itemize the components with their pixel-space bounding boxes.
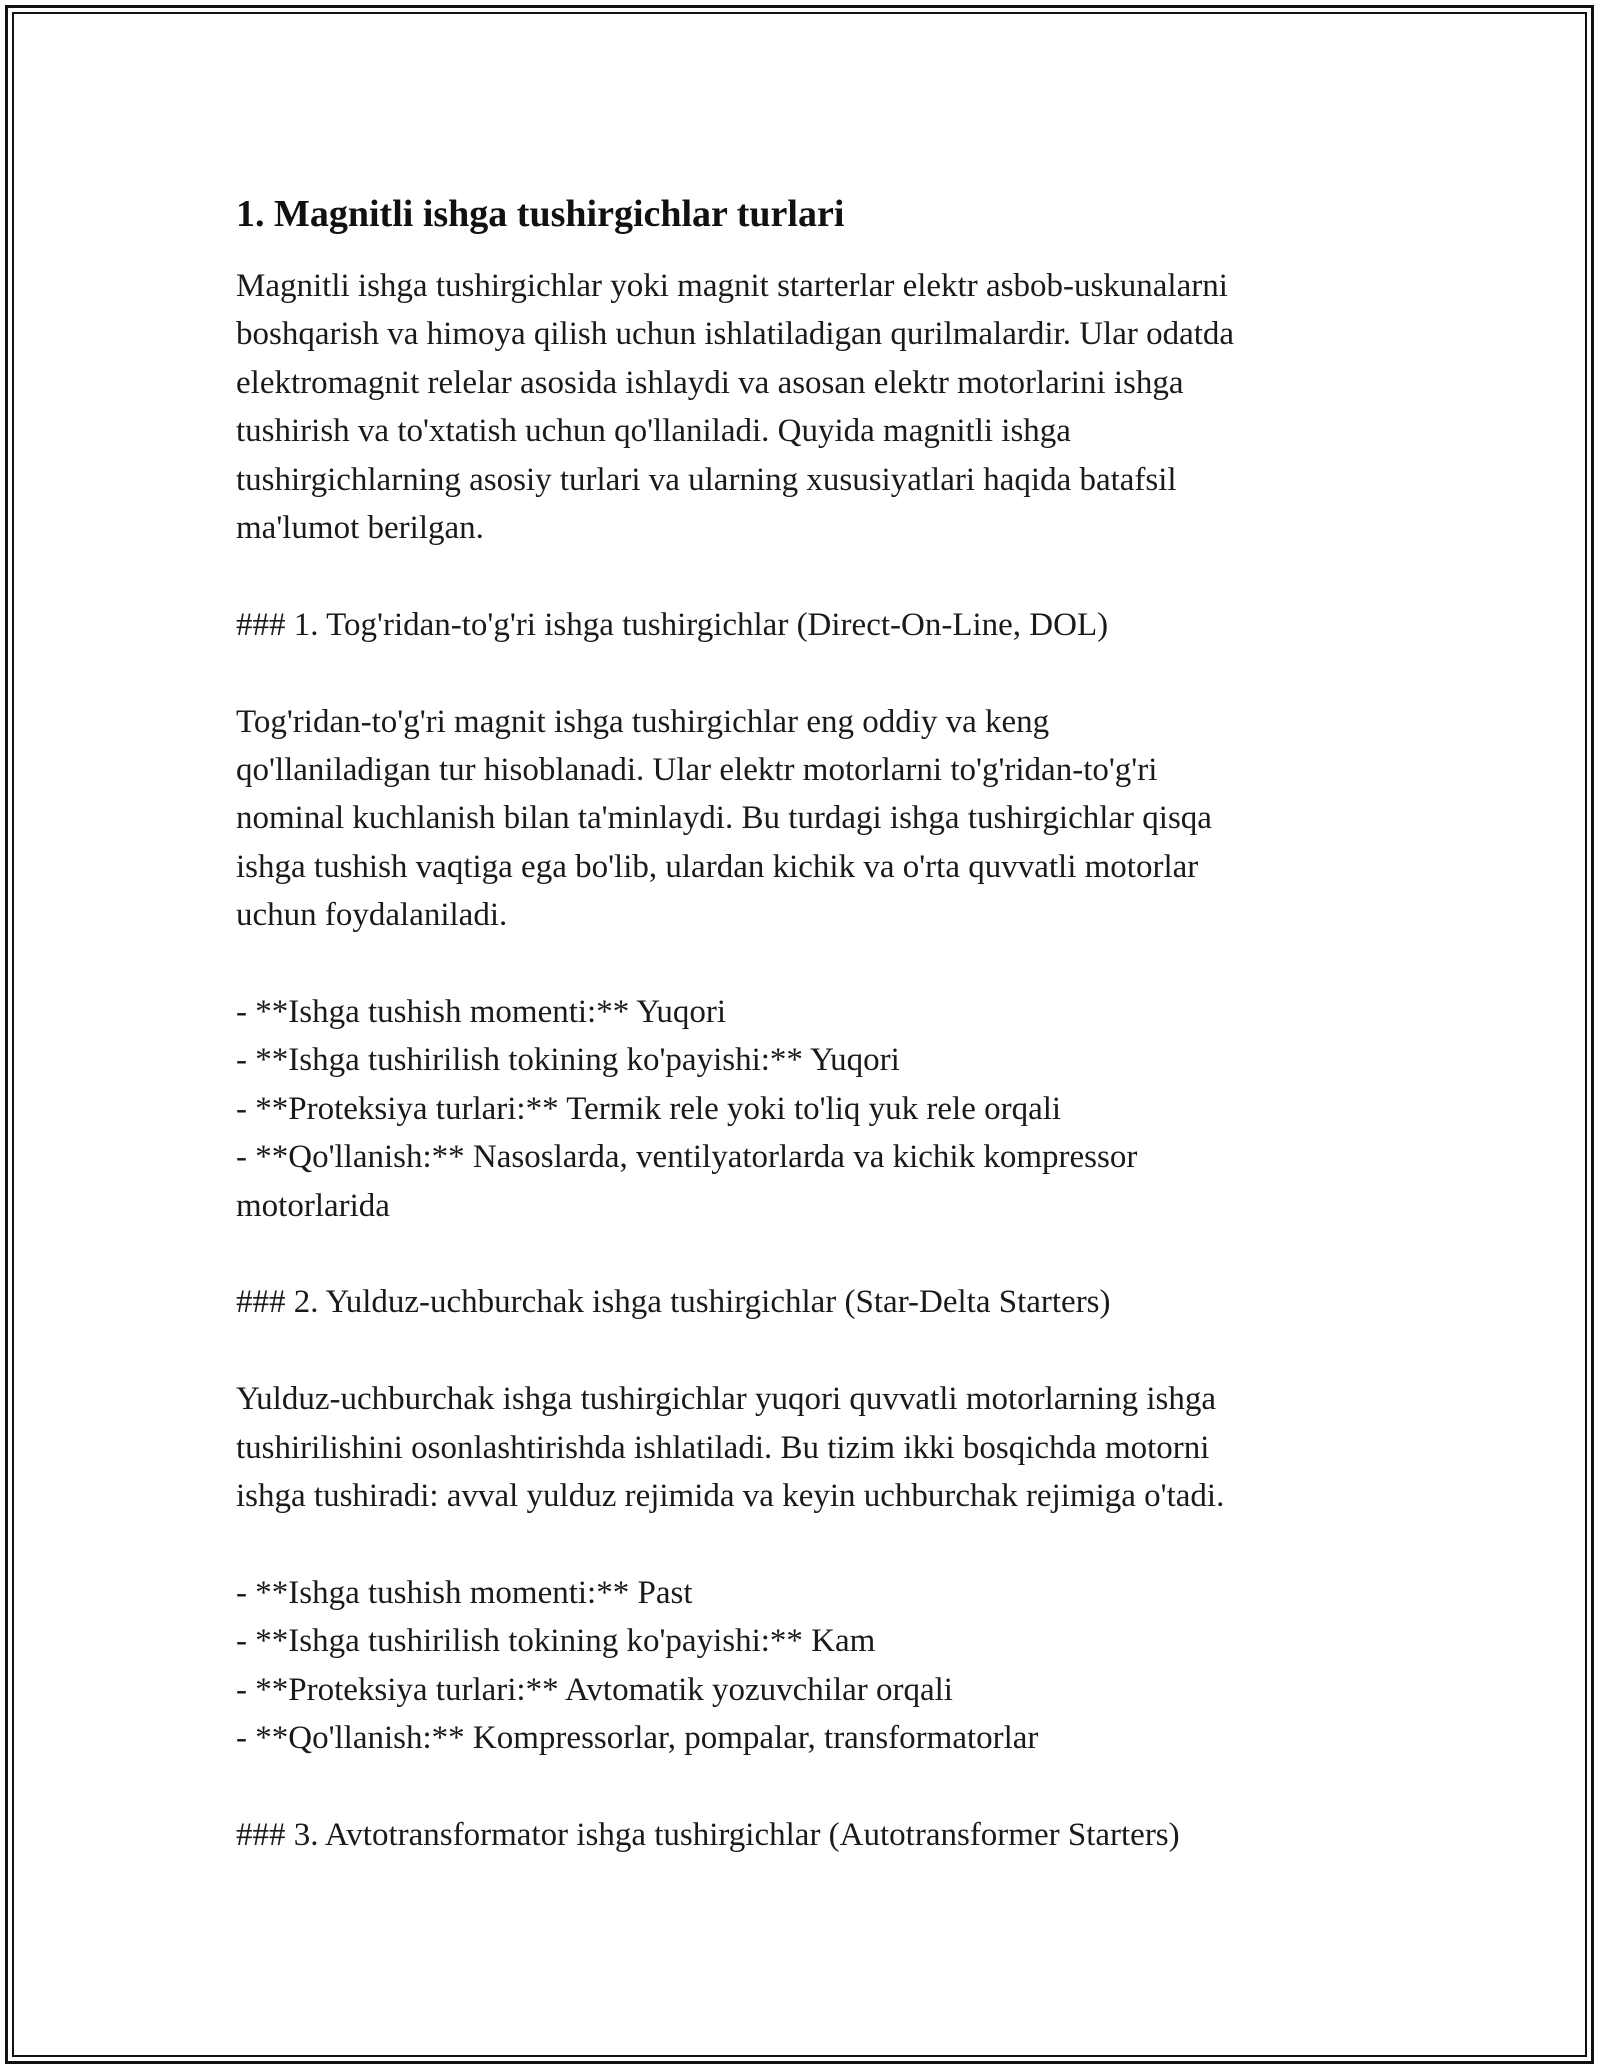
text-line: ishga tushish vaqtiga ega bo'lib, ulardan kichik va o'rta quvvatli motorlar — [236, 848, 1199, 885]
blank-line — [236, 1230, 1366, 1278]
text-line: boshqarish va himoya qilish uchun ishlatiladigan qurilmalardir. Ular odatda — [236, 316, 1235, 353]
section-3-heading: ### 3. Avtotransformator ishga tushirgichlar (Autotransformer Starters) — [236, 1816, 1180, 1853]
text-line: uchun foydalaniladi. — [236, 897, 508, 934]
list-item: - **Qo'llanish:** Kompressorlar, pompalar, transformatorlar — [236, 1720, 1039, 1757]
blank-line — [236, 649, 1366, 697]
blank-line — [236, 552, 1366, 600]
text-line: Magnitli ishga tushirgichlar yoki magnit starterlar elektr asbob-uskunalarni — [236, 268, 1228, 304]
list-item: - **Qo'llanish:** Nasoslarda, ventilyatorlarda va kichik kompressor — [236, 1139, 1138, 1176]
text-line: ma'lumot berilgan. — [236, 510, 484, 547]
intro-paragraph — [236, 262, 1366, 552]
list-item: - **Proteksiya turlari:** Avtomatik yozuvchilar orqali — [236, 1671, 953, 1708]
text-line: qo'llaniladigan tur hisoblanadi. Ular elektr motorlarni to'g'ridan-to'g'ri — [236, 752, 1158, 789]
list-item: - **Ishga tushish momenti:** Yuqori — [236, 994, 727, 1031]
text-line: ishga tushiradi: avval yulduz rejimida va keyin uchburchak rejimiga o'tadi. — [236, 1478, 1225, 1515]
text-line: elektromagnit relelar asosida ishlaydi va asosan elektr motorlarini ishga — [236, 364, 1184, 401]
section-2-heading: ### 2. Yulduz-uchburchak ishga tushirgichlar (Star-Delta Starters) — [236, 1284, 1111, 1321]
text-line: nominal kuchlanish bilan ta'minlaydi. Bu turdagi ishga tushirgichlar qisqa — [236, 800, 1212, 837]
list-item: - **Proteksiya turlari:** Termik rele yoki to'liq yuk rele orqali — [236, 1090, 1062, 1127]
document-title: 1. Magnitli ishga tushirgichlar turlari — [236, 193, 845, 235]
list-item: - **Ishga tushirilish tokining ko'payishi:** Kam — [236, 1623, 876, 1660]
text-line: Yulduz-uchburchak ishga tushirgichlar yuqori quvvatli motorlarning ishga — [236, 1381, 1217, 1418]
text-line: Tog'ridan-to'g'ri magnit ishga tushirgichlar eng oddiy va keng — [236, 703, 1050, 740]
document-body — [236, 190, 1366, 1859]
blank-line — [236, 940, 1366, 988]
list-item-continuation: motorlarida — [236, 1187, 390, 1224]
blank-line — [236, 1327, 1366, 1375]
blank-line — [236, 1763, 1366, 1811]
text-line: tushirilishini osonlashtirishda ishlatiladi. Bu tizim ikki bosqichda motorni — [236, 1429, 1210, 1466]
section-1-list — [236, 988, 1366, 1230]
text-line: tushirgichlarning asosiy turlari va ularning xususiyatlari haqida batafsil — [236, 461, 1177, 498]
blank-line — [236, 1520, 1366, 1568]
section-1-heading: ### 1. Tog'ridan-to'g'ri ishga tushirgichlar (Direct-On-Line, DOL) — [236, 606, 1109, 643]
section-2-list — [236, 1569, 1366, 1763]
section-1-paragraph — [236, 698, 1366, 940]
section-2-paragraph — [236, 1375, 1366, 1520]
list-item: - **Ishga tushirilish tokining ko'payishi:** Yuqori — [236, 1042, 900, 1079]
list-item: - **Ishga tushish momenti:** Past — [236, 1574, 693, 1611]
text-line: tushirish va to'xtatish uchun qo'llaniladi. Quyida magnitli ishga — [236, 413, 1071, 450]
